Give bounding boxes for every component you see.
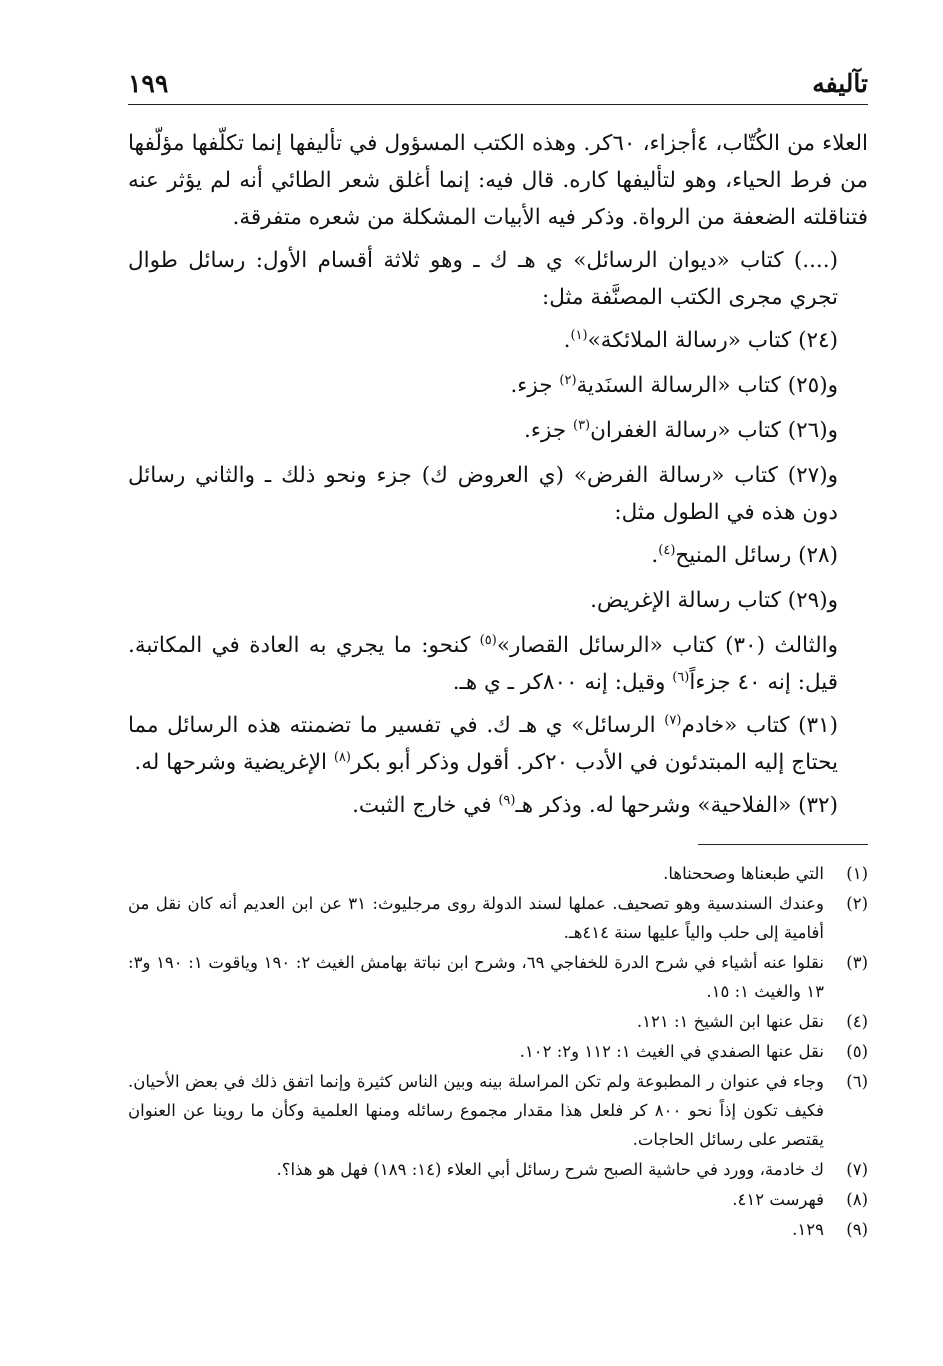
footnote: (٥) نقل عنها الصفدي في الغيث ١: ١١٢ و٢: ١٠٢. (519, 1042, 868, 1061)
footnote: (٢) وعندك السندسية وهو تصحيف. عملها لسند الدولة روى مرجليوث: ٣١ عن ابن العديم أنه كان نقل من أفامية إلى حلب والياً عليها سنة ٤١٤هـ. (128, 894, 868, 942)
footnote-ref: (٣) (572, 417, 591, 433)
footnote-ref: (١) (570, 327, 588, 343)
footnotes (128, 859, 868, 1244)
paragraph: والثالث (٣٠) كتاب «الرسائل القصار»$^{(٥)}$ كنحو: ما يجري به العادة في المكاتبة. قيل: إنه ٤٠ جزءاً$^{(٦)}$ وقيل: إنه ٨٠٠كر ـ ي هـ. (128, 632, 838, 695)
footnote-ref: (٩) (498, 792, 516, 808)
book-page (128, 60, 868, 1245)
footnote: (٩) ١٢٩. (792, 1220, 868, 1239)
paragraph: (٣٢) «الفلاحية» وشرحها له. وذكر هـ$^{(٩)}$ في خارج الثبت. (352, 792, 838, 818)
list-item: و(٢٥) كتاب «الرسالة السنَدية$^{(٢)}$ جزء. (510, 372, 838, 398)
list-item: (٢٤) كتاب «رسالة الملائكة»$^{(١)}$. (563, 327, 838, 353)
paragraph: العلاء من الكُتّاب، ٤أجزاء، ٦٠كر. وهذه الكتب المسؤول في تأليفها إنما تكلّفها مؤلّفها من فرط الحياء، وهو لتأليفها كاره. قال فيه: إنما أغلق شعر الطائي أنه لم يؤثر عنه فتناقلته الضعفة من الرواة. وذكر فيه الأبيات المشكلة من شعره متفرقة. (128, 131, 868, 230)
footnote: (٦) وجاء في عنوان ر المطبوعة ولم تكن المراسلة بينه وبين الناس كثيرة وإنما اتفق ذلك في بعض الأحيان. فكيف تكون إذاً نحو ٨٠٠ كر فلعل هذا مقدار مجموع رسائله ومنها العلمية وكأن ما روينا عن العنوان يقتصر على رسائل الحاجات. (128, 1072, 868, 1149)
list-item: و(٢٦) كتاب «رسالة الغفران$^{(٣)}$ جزء. (524, 417, 838, 443)
paragraph: (٣١) كتاب «خادم$^{(٧)}$ الرسائل» ي هـ ك. في تفسير ما تضمنته هذه الرسائل مما يحتاج إليه المبتدئون في الأدب ٢٠كر. أقول وذكر أبو بكر$^{(٨)}$ الإغريضية وشرحها له. (128, 712, 839, 775)
list-item: (٢٨) رسائل المنيح$^{(٤)}$. (651, 542, 838, 568)
footnote-ref: (٤) (658, 542, 676, 558)
list-item: و(٢٩) كتاب رسالة الإغريض. (590, 588, 838, 613)
footnote: (٨) فهرست ٤١٢. (732, 1190, 868, 1209)
footnote-ref: (٢) (559, 372, 577, 388)
footnote: (٣) نقلوا عنه أشياء في شرح الدرة للخفاجي ٦٩، وشرح ابن نباتة بهامش الغيث ٢: ١٩٠ وياقوت ١: ١٩٠ و٣: ١٣ والغيث ١: ١٥. (128, 953, 868, 1001)
main-text (128, 125, 868, 824)
footnote-ref: (٧) (664, 712, 682, 728)
footnote: (١) التي طبعناها وصححناها. (663, 864, 868, 883)
footnote: (٤) نقل عنها ابن الشيخ ١: ١٢١. (636, 1012, 868, 1031)
footnote-divider (698, 844, 868, 845)
footnote-ref: (٨) (333, 749, 351, 765)
footnote: (٧) ك خادمة، وورد في حاشية الصبح شرح رسائل أبي العلاء (١٤: ١٨٩) فهل هو هذا؟. (276, 1160, 868, 1179)
chapter-title: تآليفه (812, 69, 868, 98)
footnote-ref: (٦) (672, 669, 690, 685)
page-number: ١٩٩ (128, 69, 169, 98)
paragraph: و(٢٧) كتاب «رسالة الفرض» (ي العروض ك) جزء ونحو ذلك ـ والثاني رسائل دون هذه في الطول مثل: (128, 463, 838, 525)
footnote-divider-wrap (128, 830, 868, 859)
paragraph: (....) كتاب «ديوان الرسائل» ي هـ ك ـ وهو ثلاثة أقسام الأول: رسائل طوال تجري مجرى الكتب المصنَّفة مثل: (128, 248, 838, 310)
running-header (128, 60, 868, 105)
footnote-ref: (٥) (479, 632, 497, 648)
